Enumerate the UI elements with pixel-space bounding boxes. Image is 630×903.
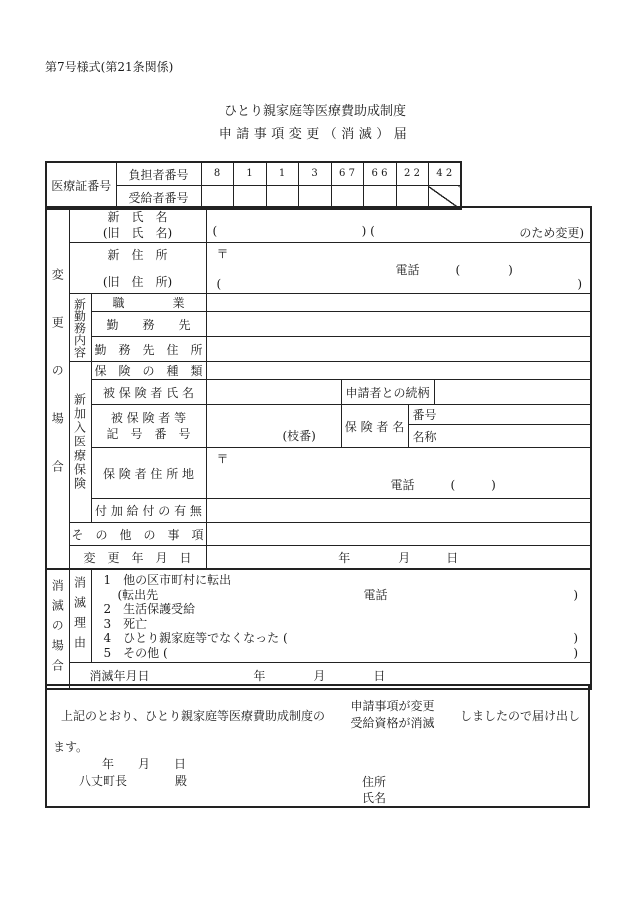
reason-item-3[interactable]: 3 死亡 xyxy=(103,616,148,631)
new-insurance-group-label xyxy=(69,362,91,523)
declaration-box xyxy=(45,684,590,808)
insurer-address-label: 保 険 者 住 所 地 xyxy=(91,448,206,499)
applicant-address-label[interactable]: 住所 xyxy=(362,775,387,789)
insured-name-label: 被 保 険 者 氏 名 xyxy=(91,380,206,405)
insurer-name-label: 保 険 者 名 xyxy=(341,405,408,448)
new-work-group-vertical-text: 新勤務内容 xyxy=(72,297,87,358)
statement-change-option: 申請事項が変更 xyxy=(350,699,435,713)
change-date-field[interactable] xyxy=(206,546,591,570)
insurer-address-field[interactable] xyxy=(206,448,591,499)
branch-number-note: (枝番) xyxy=(282,428,316,443)
payer-digit-cell: 3 xyxy=(298,162,331,186)
postal-mark: 〒 xyxy=(216,452,229,466)
extinction-reason-list[interactable] xyxy=(91,569,591,662)
medical-certificate-number-table xyxy=(45,161,462,210)
new-name-label: 新 氏 名 (旧 氏 名) xyxy=(69,207,206,243)
moveout-open-paren: (転出先 xyxy=(117,587,159,602)
recipient-number-label: 受給者番号 xyxy=(116,186,201,210)
main-form-table xyxy=(45,206,592,690)
new-address-field[interactable] xyxy=(206,243,591,294)
mayor-addressee: 八丈町長 殿 xyxy=(79,774,188,788)
applicant-block xyxy=(362,774,386,806)
reason-item-5[interactable]: 5 その他 ( ) xyxy=(103,645,578,660)
other-matters-label: そ の 他 の 事 項 xyxy=(69,523,206,546)
occupation-label: 職 業 xyxy=(91,294,206,312)
payer-digit-cell: 1 xyxy=(233,162,266,186)
extra-benefit-label: 付 加 給 付 の 有 無 xyxy=(91,499,206,523)
statement-left: 上記のとおり、ひとり親家庭等医療費助成制度の xyxy=(61,708,326,723)
declaration-statement xyxy=(61,698,580,732)
workplace-field[interactable] xyxy=(206,312,591,337)
statement-right: しましたので届け出し xyxy=(459,708,580,723)
old-address-open-paren: ( xyxy=(216,277,222,291)
other-matters-field[interactable] xyxy=(206,523,591,546)
payer-digit-cell: 6 6 xyxy=(363,162,396,186)
extinction-section-vertical-text: 消滅の場合 xyxy=(50,578,65,679)
reason-4-close-paren: ) xyxy=(573,631,578,646)
old-address-close-paren: ) xyxy=(577,277,582,291)
extra-benefit-field[interactable] xyxy=(206,499,591,523)
medical-cert-label: 医療証番号 xyxy=(46,162,116,209)
moveout-close-paren: ) xyxy=(573,587,578,602)
form-number: 第7号様式(第21条関係) xyxy=(45,60,174,74)
form-title-line2: 申請事項変更（消滅）届 xyxy=(218,127,412,142)
workplace-label: 勤 務 先 xyxy=(91,312,206,337)
reason-item-4[interactable]: 4 ひとり親家庭等でなくなった ( ) xyxy=(103,631,578,646)
change-section-vertical-text: 変更の場合 xyxy=(50,268,65,508)
postal-mark: 〒 xyxy=(216,247,229,261)
extinction-section-label xyxy=(46,569,69,689)
extinction-date-placeholder: 年 月 日 xyxy=(253,668,386,683)
new-address-label: 新 住 所 (旧 住 所) xyxy=(69,243,206,294)
extinction-date-label: 消滅年月日 xyxy=(89,668,150,683)
new-insurance-group-vertical-text: 新加入医療保険 xyxy=(72,393,87,491)
moveout-phone-label: 電話 xyxy=(363,587,388,602)
new-name-field[interactable] xyxy=(206,207,591,243)
reason-item-2[interactable]: 2 生活保護受給 xyxy=(103,602,196,617)
relation-field[interactable] xyxy=(434,380,591,405)
payer-number-label: 負担者番号 xyxy=(116,162,201,186)
insurer-title-label: 名称 xyxy=(412,429,437,444)
old-name-open-paren: ( xyxy=(212,224,218,238)
extinction-reason-vertical-text: 消滅理由 xyxy=(72,575,87,656)
workplace-address-label: 勤 務 先 住 所 xyxy=(91,337,206,362)
old-name-mid-paren: ) ( xyxy=(361,224,375,238)
insurer-number-field[interactable] xyxy=(408,405,591,425)
name-change-reason: のため変更) xyxy=(519,226,584,240)
workplace-address-field[interactable] xyxy=(206,337,591,362)
payer-digit-cell: 8 xyxy=(201,162,233,186)
payer-digit-cell: 1 xyxy=(266,162,298,186)
address-phone: 電話 ( ) xyxy=(395,263,513,277)
insurance-type-field[interactable] xyxy=(206,362,591,380)
insurer-title-field[interactable] xyxy=(408,425,591,448)
submission-date-field[interactable]: 年 月 日 xyxy=(102,757,187,771)
insured-symbol-number-label: 被 保 険 者 等 記 号 番 号 xyxy=(91,405,206,448)
statement-continuation: ます。 xyxy=(53,740,89,754)
extinction-reason-label xyxy=(69,569,91,662)
reason-5-close-paren: ) xyxy=(573,645,578,660)
new-work-group-label xyxy=(69,294,91,362)
statement-extinct-option: 受給資格が消滅 xyxy=(350,716,435,730)
reason-item-1[interactable]: 1 他の区市町村に転出 xyxy=(103,573,232,587)
payer-digit-cell: 4 2 xyxy=(428,162,461,186)
insurer-number-label: 番号 xyxy=(412,408,437,422)
insured-symbol-number-field[interactable] xyxy=(206,405,341,448)
reason-item-1-detail[interactable] xyxy=(104,588,579,603)
insured-name-field[interactable] xyxy=(206,380,341,405)
payer-digit-cell: 6 7 xyxy=(331,162,363,186)
applicant-name-label[interactable]: 氏名 xyxy=(362,791,387,805)
change-section-label xyxy=(46,207,69,569)
insurer-phone: 電話 ( ) xyxy=(390,478,496,492)
payer-digit-cell: 2 2 xyxy=(396,162,428,186)
change-date-placeholder: 年 月 日 xyxy=(338,550,459,565)
relation-label: 申請者との続柄 xyxy=(341,380,434,405)
statement-stack xyxy=(350,698,434,732)
form-title-line1: ひとり親家庭等医療費助成制度 xyxy=(223,104,406,119)
insurance-type-label: 保 険 の 種 類 xyxy=(91,362,206,380)
occupation-field[interactable] xyxy=(206,294,591,312)
change-date-label: 変 更 年 月 日 xyxy=(69,546,206,570)
